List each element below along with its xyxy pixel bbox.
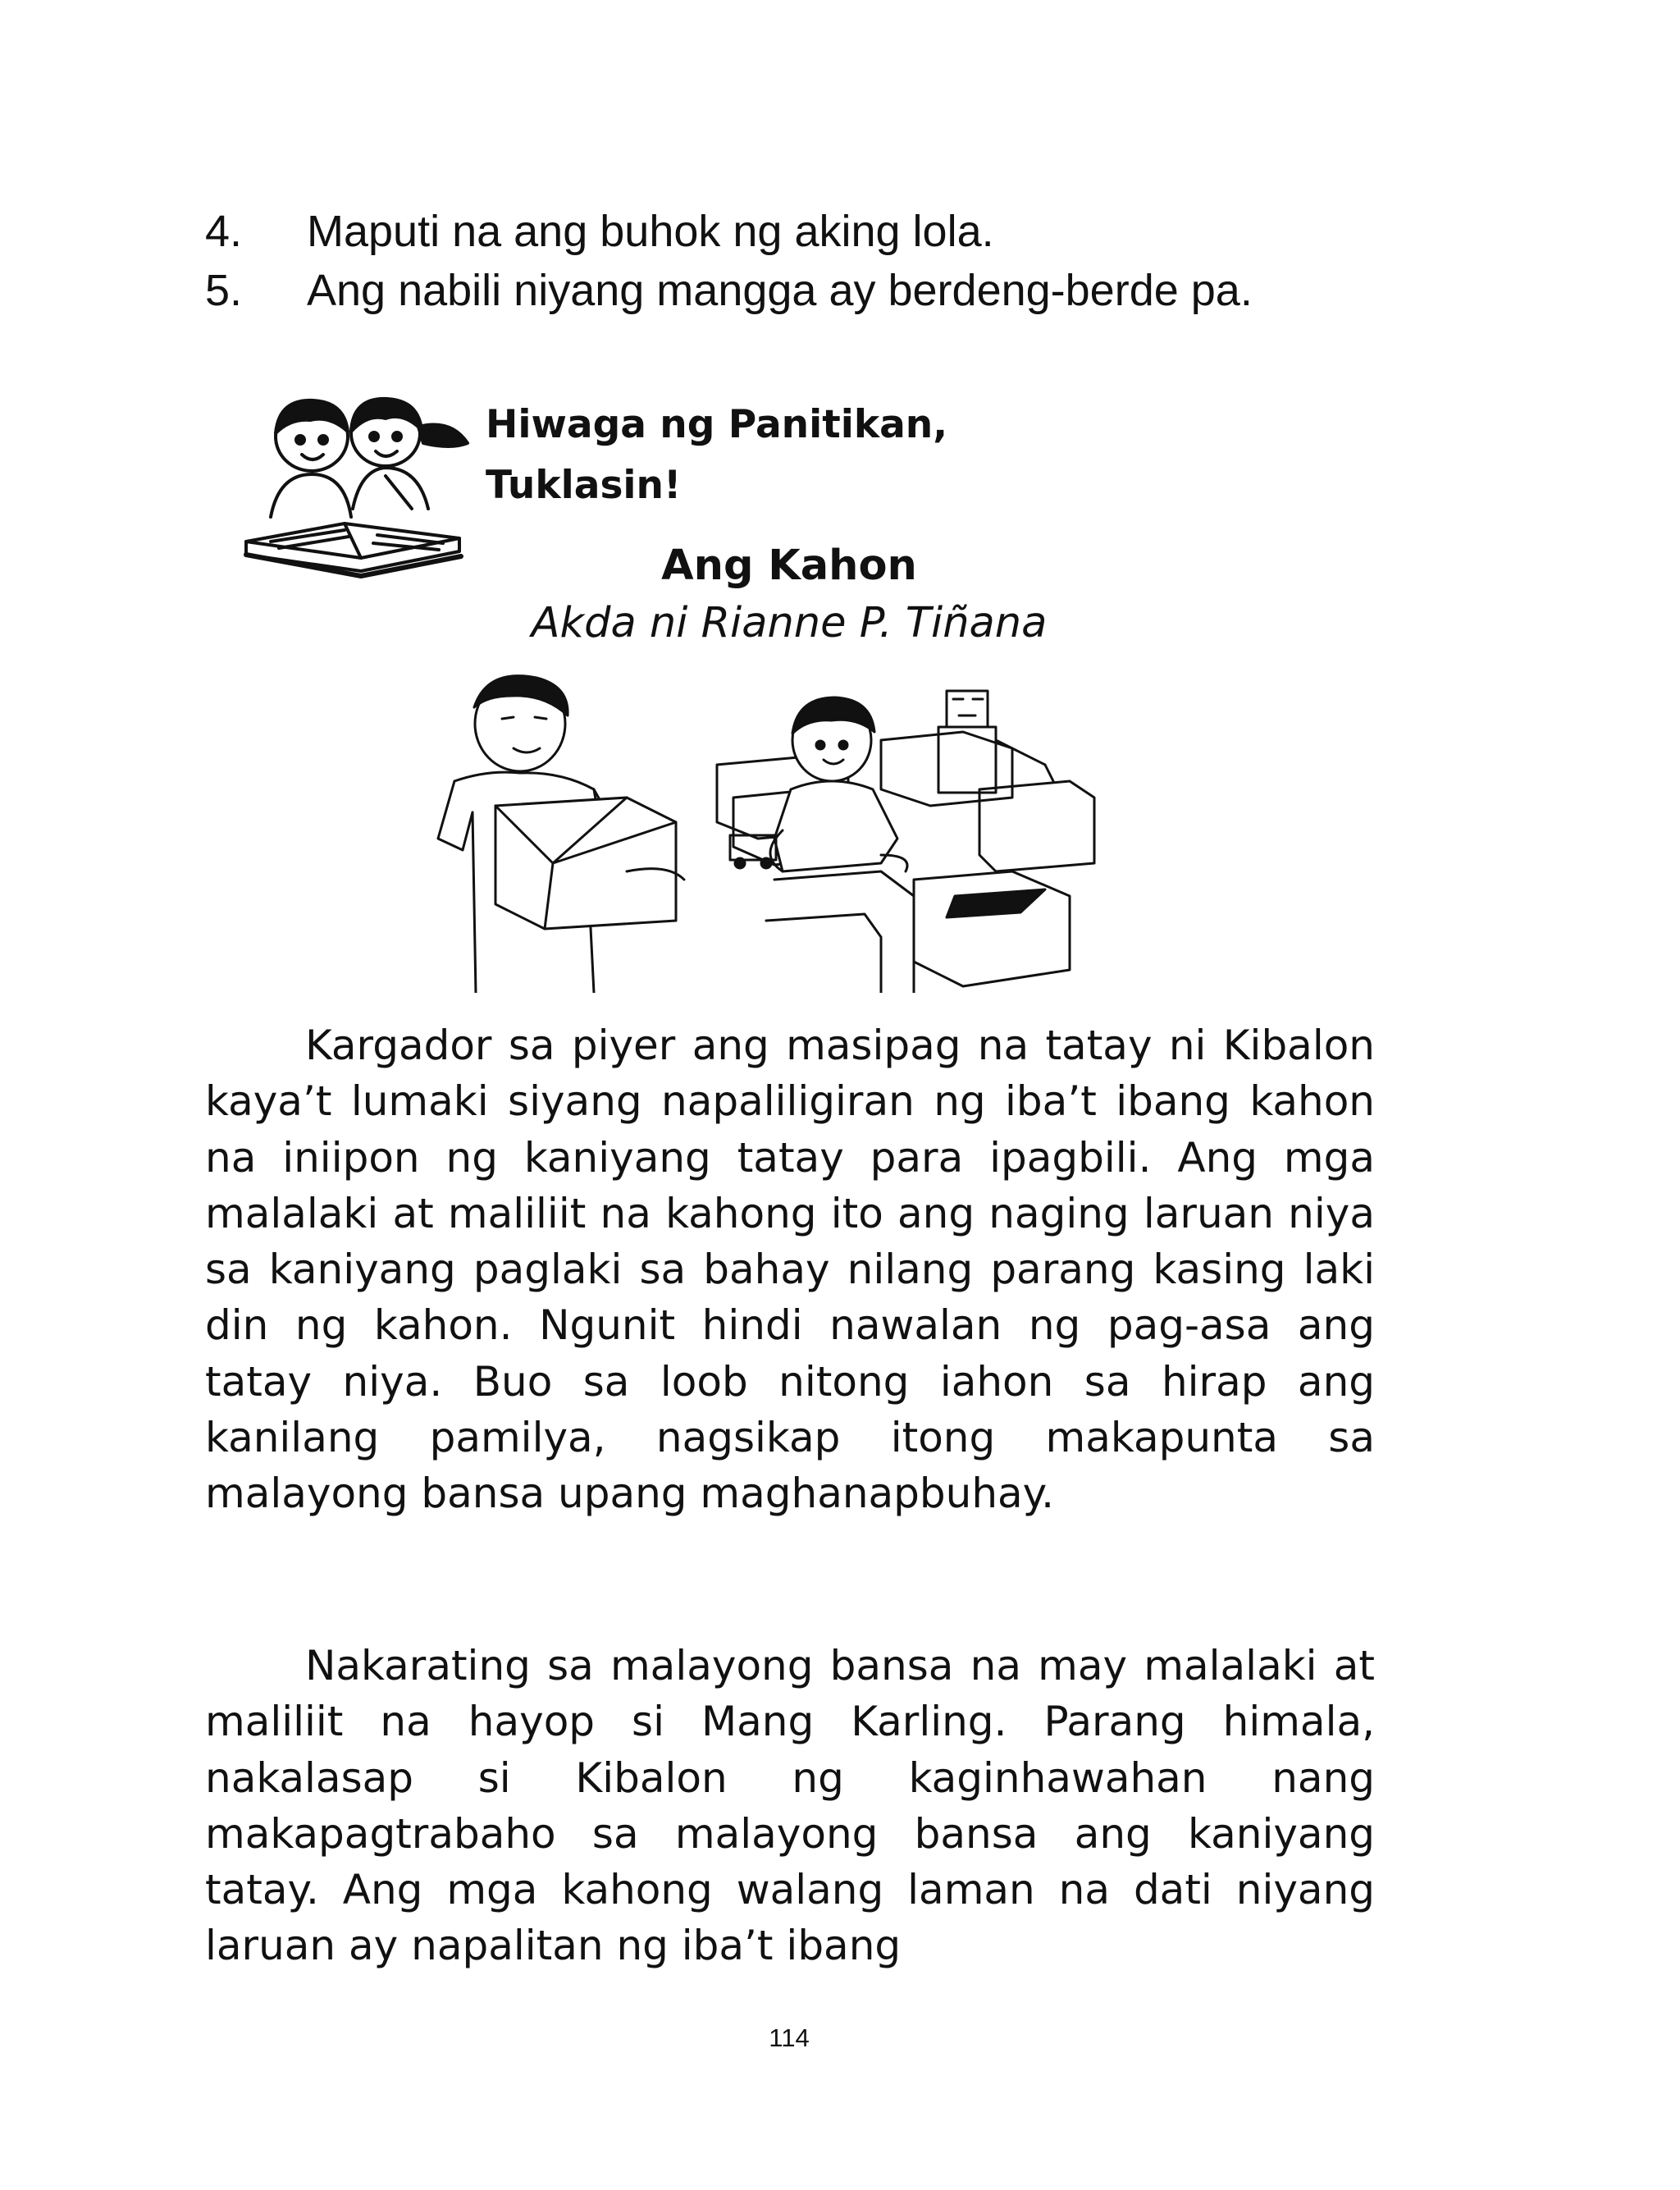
- page-number: 114: [769, 2023, 810, 2052]
- list-item-text: Maputi na ang buhok ng aking lola.: [307, 207, 994, 256]
- list-item-number: 5.: [205, 266, 243, 315]
- story-paragraph: Nakarating sa malayong bansa na may malalaki at maliliit na hayop si Mang Karling. Parang himala, nakalasap si Kibalon ng kaginhawahan nang makapagtrabaho sa malayong bansa ang kaniyang tatay. Ang mga kahong walang laman na dati niyang laruan ay napalitan ng iba’t ibang: [205, 1642, 1375, 1970]
- story-author: Akda ni Rianne P. Tiñana: [531, 599, 1048, 647]
- story-title: Ang Kahon: [661, 542, 917, 590]
- list-item-number: 4.: [205, 207, 243, 256]
- section-heading-line1: Hiwaga ng Panitikan,: [486, 402, 948, 447]
- father-and-child-boxes-illustration: [422, 674, 1109, 993]
- section-heading-line2: Tuklasin!: [486, 463, 682, 508]
- list-item-text: Ang nabili niyang mangga ay berdeng-berde pa.: [307, 266, 1253, 315]
- story-paragraph: Kargador sa piyer ang masipag na tatay ni Kibalon kaya’t lumaki siyang napaliligiran ng iba’t ibang kahon na iniipon ng kaniyang tatay para ipagbili. Ang mga malalaki at maliliit na kahong ito ang naging laruan niya sa kaniyang paglaki sa bahay nilang parang kasing laki din ng kahon. Ngunit hindi nawalan ng pag-asa ang tatay niya. Buo sa loob nitong iahon sa hirap ang kanilang pamilya, nagsikap itong makapunta sa malayong bansa upang maghanapbuhay.: [205, 1022, 1375, 1518]
